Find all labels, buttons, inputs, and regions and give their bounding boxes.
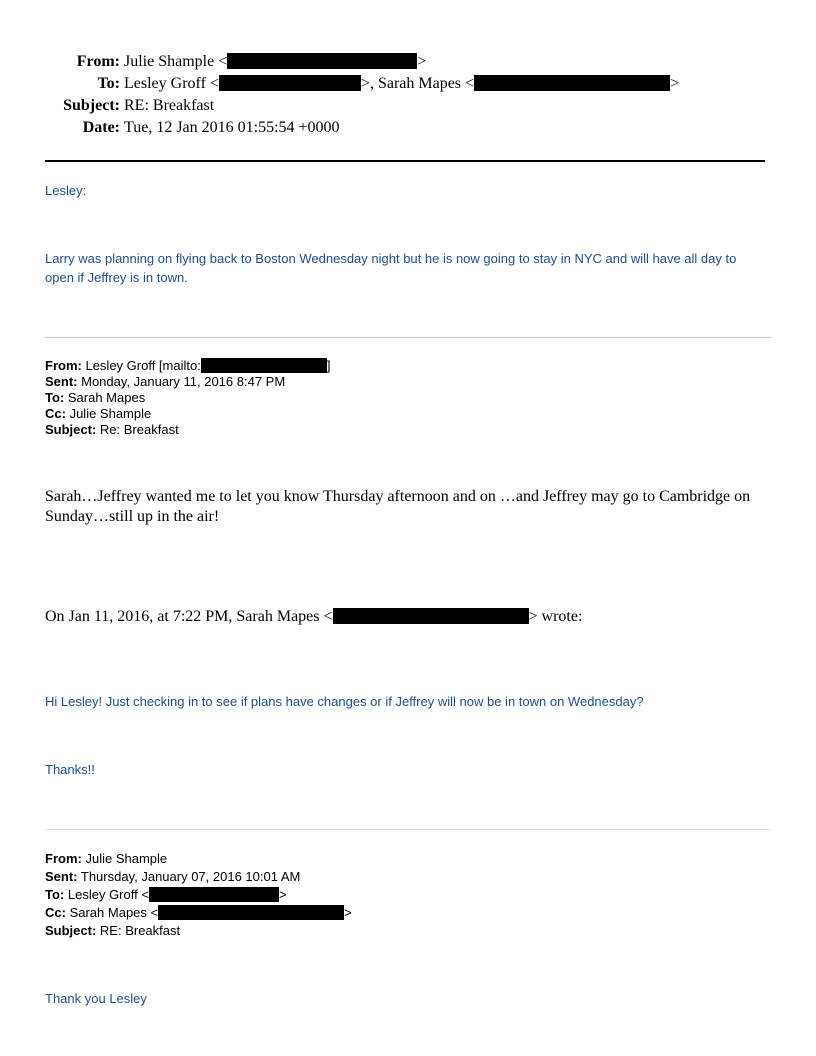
header-subject-label: Subject:: [63, 97, 120, 114]
quote1-subject-value: Re: Breakfast: [99, 422, 179, 437]
quote2-to-end: >: [278, 887, 287, 902]
header-date-value: Tue, 12 Jan 2016 01:55:54 +0000: [124, 119, 340, 136]
quote1-cc-label: Cc:: [45, 406, 66, 421]
header-date-row: [0, 117, 340, 139]
redaction-box: [201, 358, 327, 373]
quote2-divider: [45, 829, 771, 830]
quote2-subject-label: Subject:: [45, 923, 97, 938]
quote2-from-row: [45, 850, 765, 868]
redaction-box: [219, 75, 361, 91]
quote2-to-label: To:: [45, 887, 65, 902]
quote1-from-row: [45, 358, 765, 374]
quote2-subject-row: [45, 922, 765, 940]
redaction-box: [227, 53, 417, 69]
header-date-label: Date:: [82, 119, 120, 136]
quote2-from-label: From:: [45, 851, 82, 866]
quote2-to-row: [45, 886, 765, 904]
quote1-sent-row: [45, 374, 765, 390]
quote2-from-value: Julie Shample: [85, 851, 168, 866]
quote1-to-value: Sarah Mapes: [67, 390, 146, 405]
message-greeting: Lesley:: [45, 183, 87, 198]
quote1-sent-value: Monday, January 11, 2016 8:47 PM: [81, 374, 286, 389]
quote2-cc-value: Sarah Mapes <: [69, 905, 159, 920]
redaction-box: [333, 608, 529, 624]
quote2-sent-value: Thursday, January 07, 2016 10:01 AM: [80, 869, 301, 884]
header-subject-row: [0, 95, 214, 117]
quote2-sent-label: Sent:: [45, 869, 78, 884]
header-to-row: [0, 73, 679, 95]
quote1-on-wrote: [45, 607, 582, 627]
quote1-sent-label: Sent:: [45, 374, 78, 389]
quote2-cc-end: >: [344, 905, 352, 920]
quote2-sent-row: [45, 868, 765, 886]
on-wrote-start: On Jan 11, 2016, at 7:22 PM, Sarah Mapes <: [45, 608, 333, 625]
quote1-to-row: [45, 390, 765, 406]
quote1-cc-value: Julie Shample: [69, 406, 152, 421]
quote-divider: [45, 337, 771, 338]
quote2-meta: [45, 850, 765, 940]
quote2-body: Thank you Lesley: [45, 991, 147, 1006]
header-subject-value: RE: Breakfast: [124, 97, 215, 114]
header-to-mid: >, Sarah Mapes <: [360, 75, 475, 92]
header-from-row: [0, 51, 426, 73]
header-from-end: >: [417, 53, 427, 70]
header-from-label: From:: [76, 53, 120, 70]
header-from-value: Julie Shample <: [124, 53, 228, 70]
redaction-box: [474, 75, 670, 91]
header-to-label: To:: [97, 75, 120, 92]
quote1-meta: [45, 358, 765, 438]
message2-thanks: Thanks!!: [45, 762, 95, 777]
quote1-from-end: ]: [326, 358, 331, 373]
header-divider: [45, 160, 765, 162]
quote1-from-value: Lesley Groff [mailto:: [85, 358, 201, 373]
quote1-cc-row: [45, 406, 765, 422]
quote2-cc-row: [45, 904, 765, 922]
on-wrote-end: > wrote:: [528, 608, 583, 625]
quote1-from-label: From:: [45, 358, 82, 373]
header-to-end: >: [670, 75, 680, 92]
quote1-subject-label: Subject:: [45, 422, 97, 437]
quote1-body: Sarah…Jeffrey wanted me to let you know Thursday afternoon and on …and Jeffrey may go to Cambridge on Sunday…still up in the air!: [45, 488, 751, 525]
quote2-to-value: Lesley Groff <: [67, 887, 149, 902]
redaction-box: [149, 887, 279, 902]
redaction-box: [158, 905, 344, 920]
header-to-value: Lesley Groff <: [124, 75, 219, 92]
message-body: Larry was planning on flying back to Boston Wednesday night but he is now going to stay in NYC and will have all day to open if Jeffrey is in town.: [45, 251, 737, 285]
quote1-to-label: To:: [45, 390, 65, 405]
quote2-cc-label: Cc:: [45, 905, 66, 920]
message2-body: Hi Lesley! Just checking in to see if plans have changes or if Jeffrey will now be in town on Wednesday?: [45, 694, 644, 709]
quote1-subject-row: [45, 422, 765, 438]
quote2-subject-value: RE: Breakfast: [99, 923, 181, 938]
